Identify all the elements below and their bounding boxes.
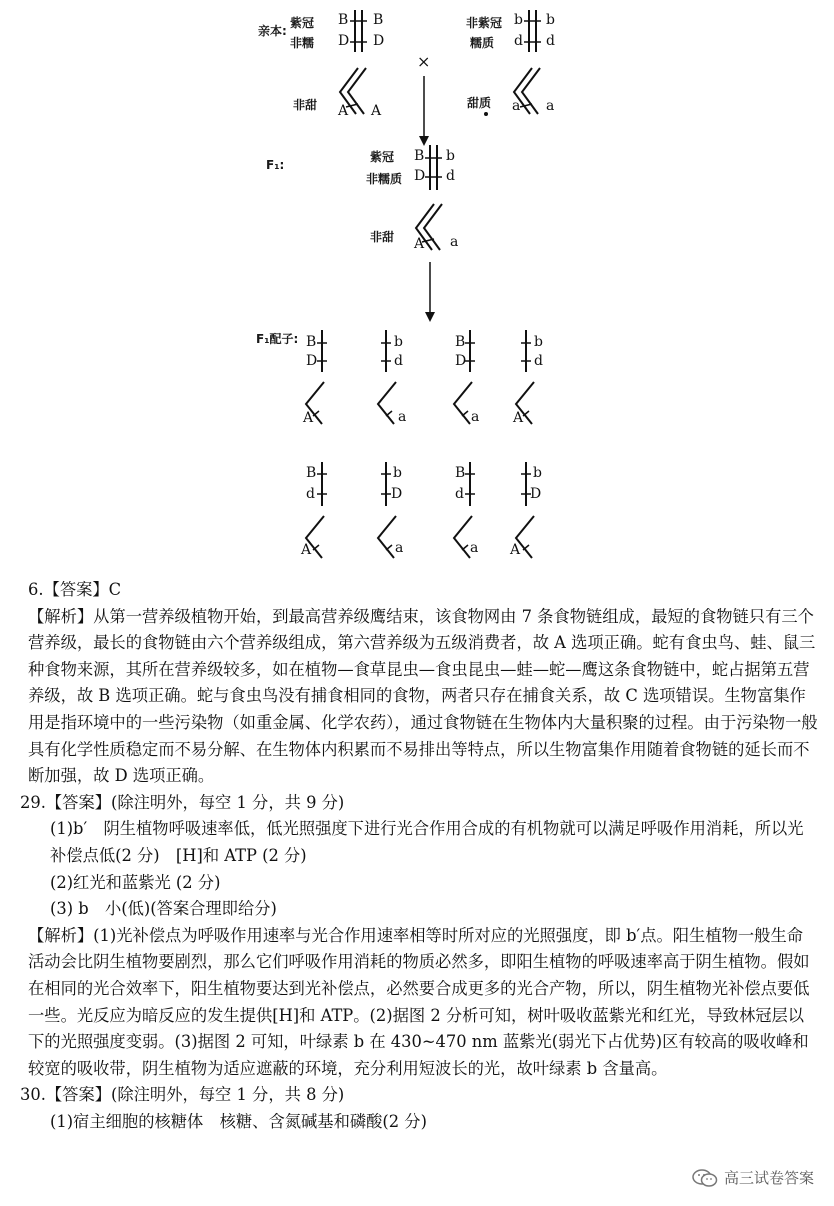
- f1-gene-A: A: [414, 236, 425, 252]
- gamete-8-g3: A: [510, 542, 521, 558]
- f1-trait3: 非甜: [370, 230, 395, 244]
- p2-gene-d-right: d: [546, 33, 555, 49]
- gamete-3-g1: B: [455, 334, 466, 350]
- f1-trait2: 非糯质: [366, 172, 403, 186]
- f1-gene-B: B: [414, 148, 425, 164]
- q30-answer-1: (1)宿主细胞的核糖体 核糖、含氮碱基和磷酸(2 分): [50, 1111, 427, 1131]
- q29-answer-3: (3) b 小(低)(答案合理即给分): [50, 899, 277, 919]
- gamete-1-g1: B: [306, 334, 317, 350]
- q6-answer: 6.【答案】C: [28, 580, 122, 599]
- p2-gene-b-left: b: [514, 12, 523, 28]
- gamete-2-g1: b: [394, 334, 403, 350]
- f1-gene-d: d: [446, 168, 455, 184]
- p2-trait1: 非紫冠: [466, 16, 503, 30]
- gamete-7-g2: d: [455, 486, 464, 502]
- p1-trait3: 非甜: [293, 98, 318, 112]
- gamete-5-g1: B: [306, 465, 317, 481]
- gamete-7-g3: a: [470, 540, 479, 556]
- q29-analysis: 【解析】(1)光补偿点为呼吸作用速率与光合作用速率相等时所对应的光照强度，即 b′点。阳生植物一般生命活动会比阴生植物要剧烈，那么它们呼吸作用消耗的物质必然多，即阳生植物的呼吸速率高于阴生植物。假如在相同的光合效率下，阳生植物要达到光补偿点，必然要合成更多的光合产物，所以，阴生植物光补偿点要低一些。光反应为暗反应的发生提供[H]和 ATP。(2)据图 2 分析可知，树叶吸收蓝紫光和红光，导致林冠层以下的光照强度变弱。(3)据图 2 可知，叶绿素 b 在 430~470 nm 蓝紫光(弱光下占优势)区有较高的吸收峰和较宽的吸收带，阴生植物为适应遮蔽的环境，充分利用短波长的光，故叶绿素 b 含量高。: [28, 925, 810, 1078]
- q6-analysis: 【解析】从第一营养级植物开始，到最高营养级鹰结束，该食物网由 7 条食物链组成，最短的食物链只有三个营养级，最长的食物链由六个营养级组成，第六营养级为五级消费者，故 A 选项正确。蛇有食虫鸟、蛙、鼠三种食物来源，其所在营养级较多，如在植物—食草昆虫—食虫昆虫—蛙—蛇—鹰这条食物链中，蛇占据第五营养级，故 B 选项正确。蛇与食虫鸟没有捕食相同的食物，两者只存在捕食关系，故 C 选项错误。生物富集作用是指环境中的一些污染物（如重金属、化学农药），通过食物链在生物体内大量积聚的过程。由于污染物一般具有化学性质稳定而不易分解、在生物体内积累而不易排出等特点，所以生物富集作用随着食物链的延长而不断加强，故 D 选项正确。: [28, 606, 818, 786]
- p1-gene-D-right: D: [373, 33, 385, 49]
- genetics-diagram: [0, 0, 834, 570]
- f1-gene-b: b: [446, 148, 455, 164]
- gamete-4-g3: A: [513, 410, 524, 426]
- gamete-4-g2: d: [534, 353, 543, 369]
- gamete-5-g3: A: [301, 542, 312, 558]
- gamete-6-g2: D: [391, 486, 403, 502]
- watermark: [692, 1167, 814, 1188]
- p1-trait1: 紫冠: [290, 16, 315, 30]
- f1-trait1: 紫冠: [370, 150, 395, 164]
- gamete-1-g2: D: [306, 353, 318, 369]
- f1-label: F₁:: [266, 158, 285, 172]
- p1-gene-B-left: B: [338, 12, 349, 28]
- gamete-5-g2: d: [306, 486, 315, 502]
- gametes-label: F₁配子:: [256, 332, 299, 346]
- cross-symbol: ×: [417, 52, 431, 71]
- p2-gene-a-left: a: [512, 98, 521, 114]
- p2-trait3: 甜质: [467, 96, 492, 110]
- p1-gene-B-right: B: [373, 12, 384, 28]
- p1-gene-A-left: A: [338, 103, 349, 119]
- gamete-3-g3: a: [471, 409, 480, 425]
- p2-gene-b-right: b: [546, 12, 555, 28]
- gamete-8-g2: D: [530, 486, 542, 502]
- gamete-4-g1: b: [534, 334, 543, 350]
- answer-text: [20, 577, 818, 1135]
- f1-gene-D: D: [414, 168, 426, 184]
- gamete-6-g3: a: [395, 540, 404, 556]
- q29-answer-1: (1)b′ 阴生植物呼吸速率低，低光照强度下进行光合作用合成的有机物就可以满足呼吸作用消耗，所以光补偿点低(2 分) [H]和 ATP (2 分): [50, 819, 804, 865]
- p2-gene-a-right: a: [546, 98, 555, 114]
- gamete-2-g2: d: [394, 353, 403, 369]
- gamete-1-g3: A: [303, 410, 314, 426]
- p1-gene-A-right: A: [371, 103, 382, 119]
- p2-gene-d-left: d: [514, 33, 523, 49]
- p1-gene-D-left: D: [338, 33, 350, 49]
- p1-trait2: 非糯: [290, 36, 315, 50]
- watermark-text: 高三试卷答案: [723, 1169, 814, 1187]
- p2-trait2: 糯质: [470, 36, 495, 50]
- q30-answer: 30.【答案】(除注明外，每空 1 分，共 8 分): [20, 1085, 345, 1105]
- q29-answer: 29.【答案】(除注明外，每空 1 分，共 9 分): [20, 792, 345, 812]
- gamete-8-g1: b: [533, 465, 542, 481]
- gamete-7-g1: B: [455, 465, 466, 481]
- gamete-3-g2: D: [455, 353, 467, 369]
- f1-gene-a: a: [450, 234, 459, 250]
- gamete-2-g3: a: [398, 409, 407, 425]
- gamete-6-g1: b: [393, 465, 402, 481]
- wechat-icon: [692, 1168, 718, 1188]
- parents-label: 亲本:: [258, 24, 287, 38]
- q29-answer-2: (2)红光和蓝紫光 (2 分): [50, 872, 221, 892]
